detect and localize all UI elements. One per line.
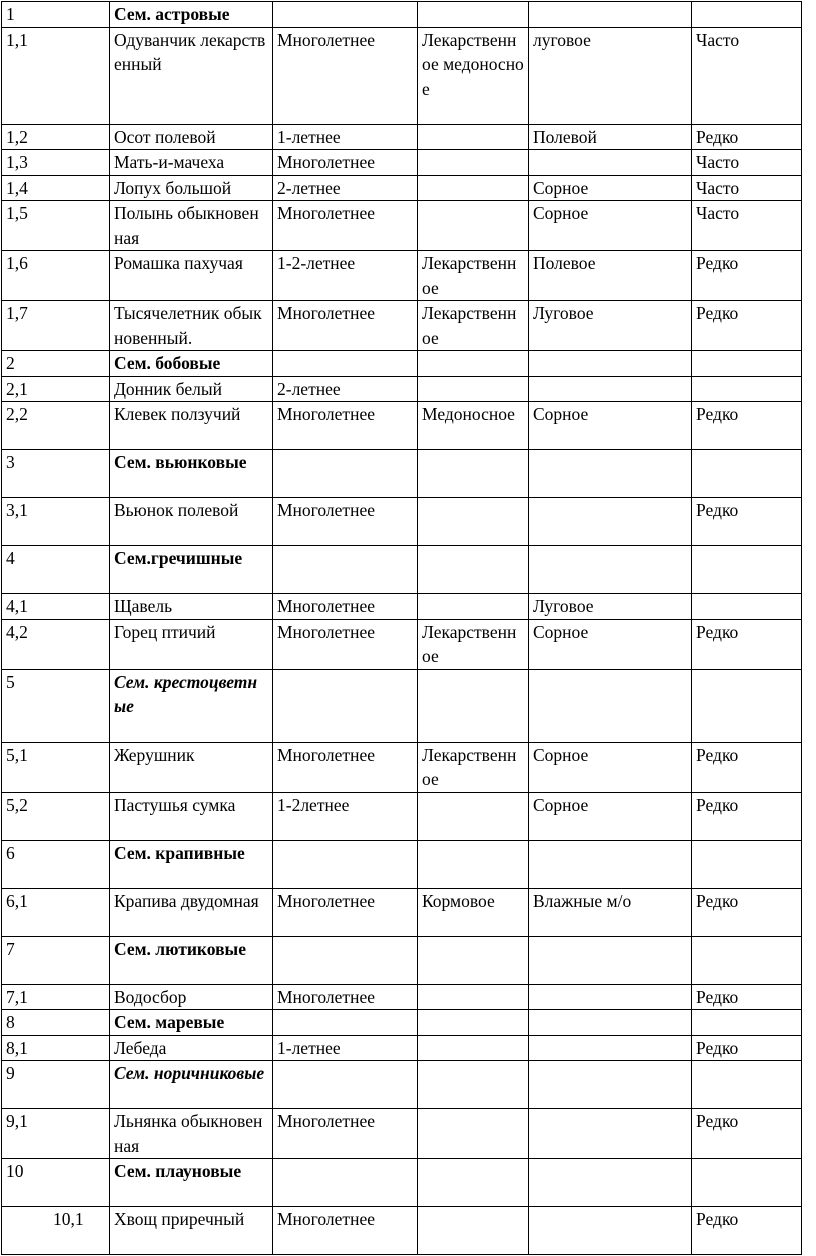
habitat-cell — [529, 1035, 692, 1061]
use-type-cell — [418, 1010, 529, 1036]
frequency-cell: Редко — [692, 619, 802, 669]
habitat-cell — [529, 1207, 692, 1255]
frequency-cell: Часто — [692, 150, 802, 176]
row-number-cell: 6 — [2, 840, 110, 888]
habitat-cell: Сорное — [529, 175, 692, 201]
life-form-cell: Многолетнее — [273, 742, 418, 792]
row-number-cell: 3,1 — [2, 498, 110, 546]
plant-name-cell: Сем. норичниковые — [110, 1061, 273, 1109]
family-row — [2, 2, 802, 28]
plant-name-cell: Горец птичий — [110, 619, 273, 669]
life-form-cell — [273, 1061, 418, 1109]
plant-table-body — [2, 2, 802, 1255]
habitat-cell — [529, 936, 692, 984]
row-number-cell: 7,1 — [2, 984, 110, 1010]
life-form-cell: Многолетнее — [273, 150, 418, 176]
habitat-cell — [529, 1010, 692, 1036]
plant-name-cell: Донник белый — [110, 376, 273, 402]
life-form-cell: Многолетнее — [273, 1109, 418, 1159]
life-form-cell: Многолетнее — [273, 201, 418, 251]
life-form-cell: Многолетнее — [273, 984, 418, 1010]
row-number-cell: 1,7 — [2, 301, 110, 351]
life-form-cell: 1-2летнее — [273, 792, 418, 840]
life-form-cell — [273, 840, 418, 888]
plant-name-cell: Щавель — [110, 594, 273, 620]
life-form-cell — [273, 936, 418, 984]
life-form-cell: 2-летнее — [273, 376, 418, 402]
table-row — [2, 251, 802, 301]
table-row — [2, 888, 802, 936]
use-type-cell — [418, 2, 529, 28]
row-number-cell: 4,1 — [2, 594, 110, 620]
habitat-cell: Луговое — [529, 594, 692, 620]
life-form-cell — [273, 669, 418, 742]
plant-name-cell: Тысячелетник обыкновенный. — [110, 301, 273, 351]
row-number-cell: 2,1 — [2, 376, 110, 402]
use-type-cell — [418, 376, 529, 402]
row-number-cell: 2 — [2, 351, 110, 377]
plant-table — [1, 1, 802, 1255]
table-row — [2, 301, 802, 351]
plant-name-cell: Лебеда — [110, 1035, 273, 1061]
frequency-cell — [692, 376, 802, 402]
use-type-cell — [418, 984, 529, 1010]
family-row — [2, 1010, 802, 1036]
use-type-cell: Лекарственное — [418, 251, 529, 301]
use-type-cell — [418, 792, 529, 840]
plant-name-cell: Сем. плауновые — [110, 1159, 273, 1207]
plant-name-cell: Сем. вьюнковые — [110, 450, 273, 498]
row-number-cell: 1 — [2, 2, 110, 28]
use-type-cell — [418, 150, 529, 176]
row-number-cell: 1,3 — [2, 150, 110, 176]
plant-name-cell: Жерушник — [110, 742, 273, 792]
habitat-cell — [529, 1159, 692, 1207]
habitat-cell — [529, 840, 692, 888]
plant-name-cell: Одуванчик лекарственный — [110, 27, 273, 124]
plant-name-cell: Пастушья сумка — [110, 792, 273, 840]
row-number-cell: 5 — [2, 669, 110, 742]
frequency-cell: Редко — [692, 1109, 802, 1159]
life-form-cell: 1-летнее — [273, 124, 418, 150]
plant-name-cell: Осот полевой — [110, 124, 273, 150]
use-type-cell — [418, 1109, 529, 1159]
use-type-cell — [418, 594, 529, 620]
habitat-cell — [529, 546, 692, 594]
table-row — [2, 1207, 802, 1255]
life-form-cell: 1-летнее — [273, 1035, 418, 1061]
habitat-cell: Сорное — [529, 742, 692, 792]
frequency-cell: Редко — [692, 1207, 802, 1255]
life-form-cell: Многолетнее — [273, 301, 418, 351]
use-type-cell — [418, 669, 529, 742]
habitat-cell — [529, 150, 692, 176]
use-type-cell — [418, 1207, 529, 1255]
life-form-cell — [273, 2, 418, 28]
habitat-cell: Полевой — [529, 124, 692, 150]
plant-name-cell: Льнянка обыкновенная — [110, 1109, 273, 1159]
frequency-cell: Часто — [692, 201, 802, 251]
use-type-cell — [418, 546, 529, 594]
life-form-cell — [273, 1159, 418, 1207]
table-row — [2, 150, 802, 176]
plant-name-cell: Сем. крестоцветные — [110, 669, 273, 742]
row-number-cell: 7 — [2, 936, 110, 984]
plant-name-cell: Сем. лютиковые — [110, 936, 273, 984]
frequency-cell: Редко — [692, 792, 802, 840]
life-form-cell — [273, 1010, 418, 1036]
table-row — [2, 594, 802, 620]
row-number-cell: 9 — [2, 1061, 110, 1109]
habitat-cell — [529, 450, 692, 498]
frequency-cell: Редко — [692, 888, 802, 936]
row-number-cell: 1,4 — [2, 175, 110, 201]
life-form-cell — [273, 450, 418, 498]
frequency-cell: Редко — [692, 498, 802, 546]
life-form-cell — [273, 351, 418, 377]
habitat-cell — [529, 2, 692, 28]
habitat-cell — [529, 351, 692, 377]
table-row — [2, 402, 802, 450]
plant-name-cell: Сем. маревые — [110, 1010, 273, 1036]
habitat-cell — [529, 1109, 692, 1159]
frequency-cell: Редко — [692, 251, 802, 301]
row-number-cell: 10 — [2, 1159, 110, 1207]
plant-name-cell: Сем. астровые — [110, 2, 273, 28]
habitat-cell: Сорное — [529, 619, 692, 669]
use-type-cell — [418, 1159, 529, 1207]
frequency-cell: Редко — [692, 124, 802, 150]
life-form-cell: Многолетнее — [273, 619, 418, 669]
use-type-cell — [418, 936, 529, 984]
table-row — [2, 27, 802, 124]
frequency-cell: Редко — [692, 742, 802, 792]
row-number-cell: 4,2 — [2, 619, 110, 669]
life-form-cell: Многолетнее — [273, 27, 418, 124]
frequency-cell: Редко — [692, 301, 802, 351]
frequency-cell: Часто — [692, 175, 802, 201]
plant-name-cell: Сем.гречишные — [110, 546, 273, 594]
life-form-cell: Многолетнее — [273, 498, 418, 546]
row-number-cell: 3 — [2, 450, 110, 498]
use-type-cell: Лекарственное — [418, 619, 529, 669]
habitat-cell: Полевое — [529, 251, 692, 301]
table-row — [2, 498, 802, 546]
use-type-cell: Лекарственное — [418, 742, 529, 792]
plant-name-cell: Вьюнок полевой — [110, 498, 273, 546]
table-row — [2, 984, 802, 1010]
plant-name-cell: Мать-и-мачеха — [110, 150, 273, 176]
family-row — [2, 840, 802, 888]
frequency-cell — [692, 546, 802, 594]
family-row — [2, 1061, 802, 1109]
family-row — [2, 351, 802, 377]
row-number-cell: 1,1 — [2, 27, 110, 124]
row-number-cell: 2,2 — [2, 402, 110, 450]
habitat-cell — [529, 1061, 692, 1109]
plant-name-cell: Клевек ползучий — [110, 402, 273, 450]
plant-name-cell: Хвощ приречный — [110, 1207, 273, 1255]
family-row — [2, 669, 802, 742]
row-number-cell: 9,1 — [2, 1109, 110, 1159]
habitat-cell: Сорное — [529, 402, 692, 450]
habitat-cell — [529, 984, 692, 1010]
habitat-cell: Сорное — [529, 201, 692, 251]
frequency-cell: Редко — [692, 402, 802, 450]
frequency-cell — [692, 936, 802, 984]
life-form-cell — [273, 546, 418, 594]
row-number-cell: 8 — [2, 1010, 110, 1036]
life-form-cell: 2-летнее — [273, 175, 418, 201]
row-number-cell: 5,1 — [2, 742, 110, 792]
frequency-cell — [692, 1159, 802, 1207]
habitat-cell — [529, 498, 692, 546]
table-row — [2, 1109, 802, 1159]
life-form-cell: Многолетнее — [273, 402, 418, 450]
table-row — [2, 619, 802, 669]
plant-name-cell: Лопух большой — [110, 175, 273, 201]
habitat-cell — [529, 669, 692, 742]
use-type-cell — [418, 201, 529, 251]
use-type-cell — [418, 351, 529, 377]
use-type-cell — [418, 124, 529, 150]
frequency-cell — [692, 1061, 802, 1109]
plant-name-cell: Крапива двудомная — [110, 888, 273, 936]
frequency-cell — [692, 1010, 802, 1036]
frequency-cell — [692, 669, 802, 742]
habitat-cell: луговое — [529, 27, 692, 124]
use-type-cell — [418, 1061, 529, 1109]
life-form-cell: Многолетнее — [273, 594, 418, 620]
table-row — [2, 1035, 802, 1061]
row-number-cell: 4 — [2, 546, 110, 594]
use-type-cell — [418, 498, 529, 546]
plant-name-cell: Водосбор — [110, 984, 273, 1010]
family-row — [2, 546, 802, 594]
table-row — [2, 742, 802, 792]
plant-name-cell: Полынь обыкновенная — [110, 201, 273, 251]
frequency-cell: Редко — [692, 1035, 802, 1061]
row-number-cell: 1,2 — [2, 124, 110, 150]
frequency-cell: Часто — [692, 27, 802, 124]
table-row — [2, 124, 802, 150]
life-form-cell: Многолетнее — [273, 1207, 418, 1255]
row-number-cell: 1,6 — [2, 251, 110, 301]
habitat-cell: Сорное — [529, 792, 692, 840]
habitat-cell: Влажные м/о — [529, 888, 692, 936]
table-row — [2, 201, 802, 251]
use-type-cell — [418, 450, 529, 498]
use-type-cell: Кормовое — [418, 888, 529, 936]
frequency-cell: Редко — [692, 984, 802, 1010]
frequency-cell — [692, 594, 802, 620]
use-type-cell: Лекарственное — [418, 301, 529, 351]
life-form-cell: Многолетнее — [273, 888, 418, 936]
use-type-cell: Лекарственное медоносное — [418, 27, 529, 124]
row-number-cell: 5,2 — [2, 792, 110, 840]
family-row — [2, 450, 802, 498]
family-row — [2, 936, 802, 984]
use-type-cell: Медоносное — [418, 402, 529, 450]
family-row — [2, 1159, 802, 1207]
row-number-cell: 8,1 — [2, 1035, 110, 1061]
use-type-cell — [418, 175, 529, 201]
plant-name-cell: Сем. крапивные — [110, 840, 273, 888]
frequency-cell — [692, 450, 802, 498]
habitat-cell — [529, 376, 692, 402]
frequency-cell — [692, 2, 802, 28]
habitat-cell: Луговое — [529, 301, 692, 351]
frequency-cell — [692, 840, 802, 888]
frequency-cell — [692, 351, 802, 377]
table-row — [2, 792, 802, 840]
life-form-cell: 1-2-летнее — [273, 251, 418, 301]
plant-name-cell: Сем. бобовые — [110, 351, 273, 377]
table-row — [2, 376, 802, 402]
use-type-cell — [418, 840, 529, 888]
row-number-cell: 10,1 — [2, 1207, 110, 1255]
row-number-cell: 1,5 — [2, 201, 110, 251]
use-type-cell — [418, 1035, 529, 1061]
table-row — [2, 175, 802, 201]
plant-name-cell: Ромашка пахучая — [110, 251, 273, 301]
row-number-cell: 6,1 — [2, 888, 110, 936]
